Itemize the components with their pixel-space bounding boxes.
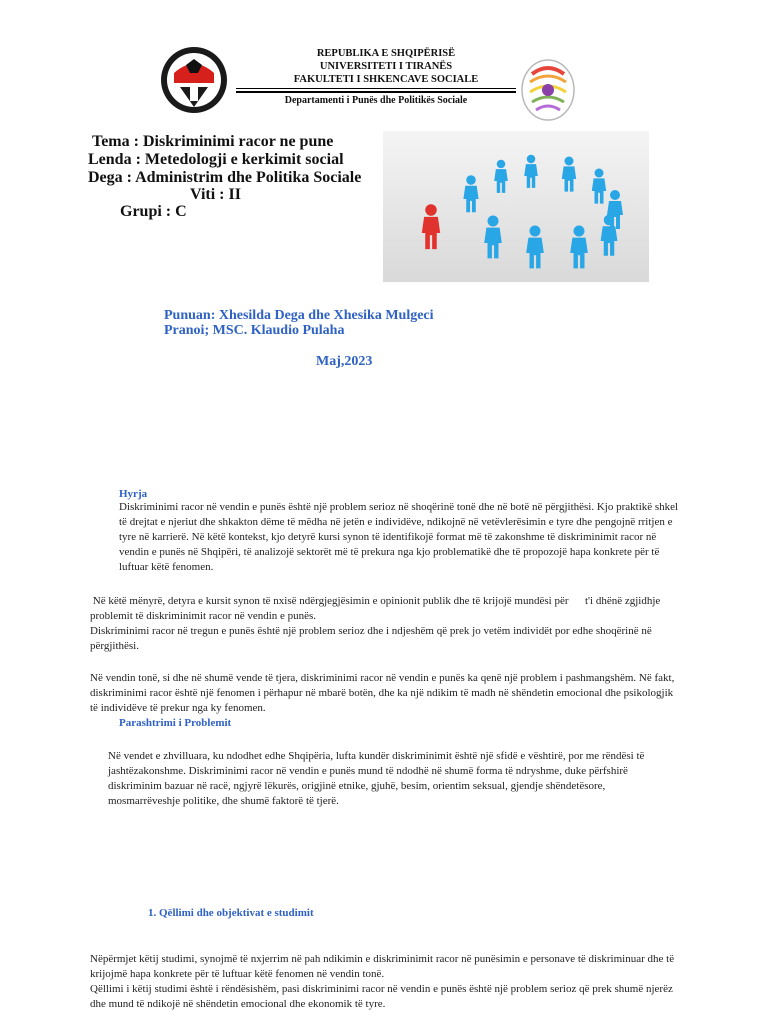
topic-line: Tema : Diskriminimi racor ne pune <box>92 133 334 150</box>
document-date: Maj,2023 <box>316 354 373 369</box>
problem-heading: Parashtrimi i Problemit <box>119 717 232 729</box>
paragraph-awareness: Në këtë mënyrë, detyra e kursit synon të nxisë ndërgjegjësimin e opinionit publik dhe të krijojë mundësi për t'i dhënë zgjidhje problemit të diskriminimit racor në vendin e punës. Diskriminimi racor në tregun e punës është një problem serioz dhe i ndjeshëm që prek jo vetëm individët por edhe shoqërinë në përgjithësi. <box>90 595 661 652</box>
header-republic: REPUBLIKA E SHQIPËRISË <box>316 48 456 59</box>
header-university: UNIVERSITETI I TIRANËS <box>319 61 453 72</box>
problem-paragraph: Në vendet e zhvilluara, ku ndodhet edhe Shqipëria, lufta kundër diskriminimit është një sfidë e vështirë, por me rëndësi të jashtëzakonshme. Diskriminimi racor në vendin e punës mund të ndodhë në shumë forma të ndryshme, duke përfshirë diskriminim bazuar në racë, ngjyrë lëkurës, origjinë etnike, gjuhë, besim, orientim seksual, gjendje shëndetësore, mosmarrëveshje politike, dhe shumë faktorë të tjerë. <box>108 750 645 807</box>
subject-line: Lenda : Metedologji e kerkimit social <box>88 151 344 168</box>
authors-worked-by: Punuan: Xhesilda Dega dhe Xhesika Mulgeci <box>164 308 434 323</box>
goal-paragraph: Nëpërmjet këtij studimi, synojmë të nxjerrim në pah ndikimin e diskriminimit racor në punësimin e personave të diskriminuar dhe të krijojmë hapa konkrete për të luftuar këtë fenomen në vendin tonë. Qëllimi i këtij studimi është i rëndësishëm, pasi diskriminimi racor në vendin e punës është një problem serioz që prek shumë njerëz dhe mund të ndikojë në shëndetin emocional dhe ekonomik të tyre. <box>90 953 675 1010</box>
header-rule <box>236 88 516 89</box>
year-line: Viti : II <box>190 186 241 203</box>
goal-heading: 1. Qëllimi dhe objektivat e studimit <box>148 907 314 919</box>
intro-paragraph: Diskriminimi racor në vendin e punës është një problem serioz në shoqërinë tonë dhe në botë në përgjithësi. Kjo praktikë shkel të drejtat e njeriut dhe shkakton dëme të mëdha në jetën e individëve, ndikojnë në vetëvlerësimin e tyre dhe pengojnë rritjen e tyre në karrierë. Në këtë kontekst, kjo detyrë kursi synon të identifikojë format më të zakonshme të diskriminimit racor në vendin e punës në Shqipëri, të analizojë sektorët më të prekura nga kjo problematikë dhe të propozojë hapa konkrete për të luftuar këtë fenomen. <box>119 501 679 573</box>
university-of-tirana-logo <box>160 43 228 117</box>
group-line: Grupi : C <box>120 203 187 220</box>
cover-photo-figures <box>383 131 649 282</box>
department-logo <box>520 58 576 122</box>
authors-accepted-by: Pranoi; MSC. Klaudio Pulaha <box>164 323 345 338</box>
branch-line: Dega : Administrim dhe Politika Sociale <box>88 169 362 186</box>
intro-heading: Hyrja <box>119 488 148 500</box>
paragraph-country: Në vendin tonë, si dhe në shumë vende të tjera, diskriminimi racor në vendin e punës ka qenë një problem i pashmangshëm. Në fakt, diskriminimi racor është një fenomen i përhapur në mbarë botën, dhe ka një ndikim të madh në shëndetin emocional dhe psikologjik të individëve të prekur nga ky fenomen. <box>90 672 675 714</box>
header-department: Departamenti i Punës dhe Politikës Sociale <box>284 95 468 106</box>
header-rule-thick <box>236 91 516 93</box>
header-faculty: FAKULTETI I SHKENCAVE SOCIALE <box>293 74 479 85</box>
